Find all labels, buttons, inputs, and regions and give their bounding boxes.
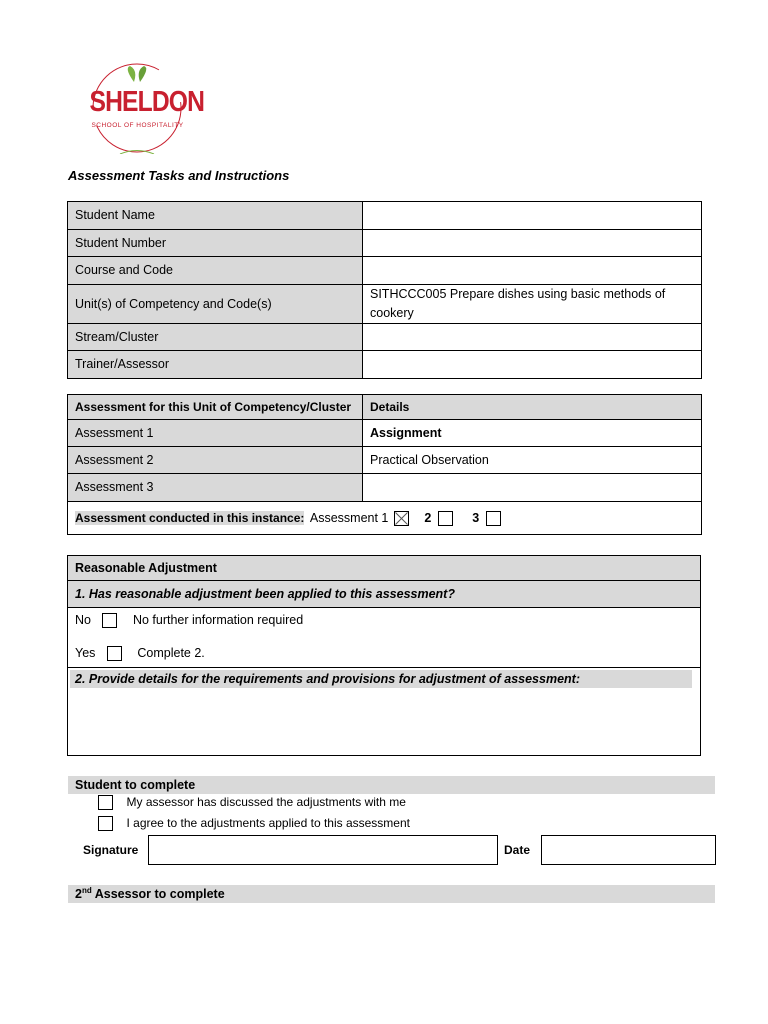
table-row bbox=[68, 420, 702, 447]
assessment-1-label: Assessment 1 bbox=[68, 420, 363, 447]
table-row bbox=[68, 447, 702, 474]
stream-cluster-field[interactable] bbox=[363, 324, 702, 351]
no-checkbox[interactable] bbox=[102, 613, 117, 628]
trainer-assessor-label: Trainer/Assessor bbox=[68, 351, 363, 379]
divider bbox=[68, 667, 700, 668]
sheldon-logo bbox=[80, 62, 205, 154]
student-name-label: Student Name bbox=[68, 202, 363, 230]
assessment-conducted-label: Assessment conducted in this instance: bbox=[75, 510, 305, 525]
course-code-field[interactable] bbox=[363, 257, 702, 285]
yes-text: Complete 2. bbox=[137, 646, 205, 660]
logo-brand: SHELDON bbox=[89, 86, 205, 118]
date-field[interactable] bbox=[541, 835, 716, 865]
yes-option-row bbox=[75, 644, 205, 663]
table-row bbox=[68, 502, 702, 535]
assessor-complete-text: Assessor to complete bbox=[91, 887, 225, 901]
assessment-table bbox=[67, 394, 702, 535]
agree-adjustments-checkbox[interactable] bbox=[98, 816, 113, 831]
student-complete-header: Student to complete bbox=[68, 776, 715, 794]
table-header-row bbox=[68, 395, 702, 420]
date-label: Date bbox=[504, 843, 531, 857]
option-1-label: Assessment 1 bbox=[309, 510, 389, 525]
stream-cluster-label: Stream/Cluster bbox=[68, 324, 363, 351]
adjustment-question-2: 2. Provide details for the requirements and provisions for adjustment of assessment: bbox=[70, 670, 692, 688]
course-code-label: Course and Code bbox=[68, 257, 363, 285]
assessment-2-label: Assessment 2 bbox=[68, 447, 363, 474]
student-info-table bbox=[67, 201, 702, 379]
assessment-3-label: Assessment 3 bbox=[68, 474, 363, 502]
yes-label: Yes bbox=[75, 646, 96, 660]
table-row bbox=[68, 474, 702, 502]
no-text: No further information required bbox=[132, 613, 304, 627]
adjustment-question-1: 1. Has reasonable adjustment been applied to this assessment? bbox=[68, 581, 700, 608]
student-number-label: Student Number bbox=[68, 230, 363, 257]
reasonable-adjustment-section bbox=[67, 555, 701, 756]
option-3-label: 3 bbox=[472, 510, 480, 525]
student-check-1-row bbox=[98, 794, 406, 811]
page-title: Assessment Tasks and Instructions bbox=[68, 168, 290, 183]
assessment-conducted-row bbox=[68, 502, 702, 535]
no-label: No bbox=[75, 613, 91, 627]
assessor-discussed-text: My assessor has discussed the adjustments with me bbox=[126, 795, 406, 809]
table-row bbox=[68, 351, 702, 379]
adjustment-header: Reasonable Adjustment bbox=[68, 556, 700, 581]
agree-adjustments-text: I agree to the adjustments applied to this assessment bbox=[126, 816, 410, 830]
assessor-discussed-checkbox[interactable] bbox=[98, 795, 113, 810]
signature-field[interactable] bbox=[148, 835, 498, 865]
assessment-2-checkbox[interactable] bbox=[438, 511, 453, 526]
student-number-field[interactable] bbox=[363, 230, 702, 257]
table-row bbox=[68, 324, 702, 351]
assessment-header-right: Details bbox=[363, 395, 702, 420]
assessor-ordinal: 2 bbox=[75, 887, 82, 901]
trainer-assessor-field[interactable] bbox=[363, 351, 702, 379]
assessment-1-checkbox[interactable] bbox=[394, 511, 409, 526]
student-check-2-row bbox=[98, 815, 410, 832]
table-row bbox=[68, 285, 702, 324]
assessment-header-left: Assessment for this Unit of Competency/Cluster bbox=[68, 395, 363, 420]
second-assessor-header bbox=[68, 885, 715, 903]
table-row bbox=[68, 257, 702, 285]
table-row bbox=[68, 230, 702, 257]
assessment-3-detail bbox=[363, 474, 702, 502]
assessment-3-checkbox[interactable] bbox=[486, 511, 501, 526]
logo-tagline: SCHOOL OF HOSPITALITY bbox=[91, 122, 184, 129]
table-row bbox=[68, 202, 702, 230]
student-name-field[interactable] bbox=[363, 202, 702, 230]
unit-competency-label: Unit(s) of Competency and Code(s) bbox=[68, 285, 363, 324]
assessment-1-detail: Assignment bbox=[363, 420, 702, 447]
yes-checkbox[interactable] bbox=[107, 646, 122, 661]
option-2-label: 2 bbox=[424, 510, 432, 525]
unit-competency-value: SITHCCC005 Prepare dishes using basic methods of cookery bbox=[363, 285, 702, 324]
assessor-ordinal-suffix: nd bbox=[81, 885, 92, 895]
assessment-2-detail: Practical Observation bbox=[363, 447, 702, 474]
no-option-row bbox=[75, 611, 303, 630]
adjustment-details-field[interactable] bbox=[70, 690, 698, 752]
signature-label: Signature bbox=[83, 843, 139, 857]
